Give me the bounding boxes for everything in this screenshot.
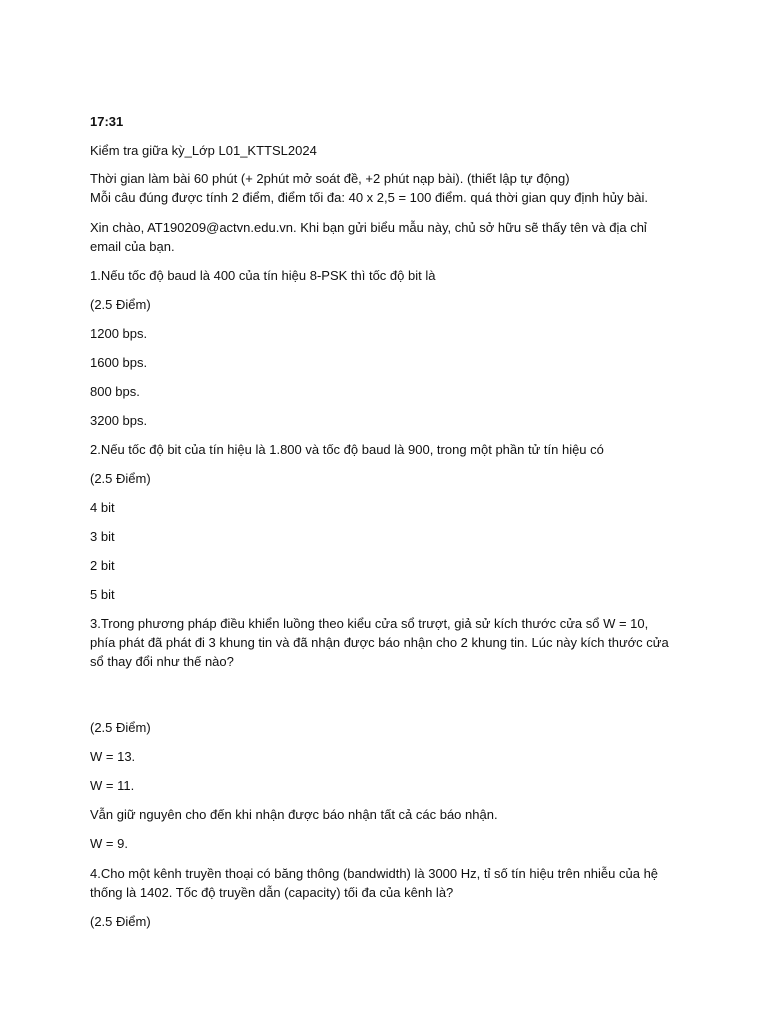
question-1-option-a[interactable]: 1200 bps. [90, 326, 148, 341]
question-4-points: (2.5 Điểm) [90, 914, 151, 929]
instructions-line-2: Mỗi câu đúng được tính 2 điểm, điểm tối đa: 40 x 2,5 = 100 điểm. quá thời gian quy định hủy bài. [90, 190, 649, 205]
time-stamp: 17:31 [90, 114, 124, 129]
question-4-text: 4.Cho một kênh truyền thoại có băng thông (bandwidth) là 3000 Hz, tỉ số tín hiệu trên nhiễu của hệ thống là 1402. Tốc độ truyền dẫn (capacity) tối đa của kênh là? [90, 866, 659, 900]
question-2-option-d[interactable]: 5 bit [90, 587, 115, 602]
question-2-option-a[interactable]: 4 bit [90, 500, 115, 515]
question-3-option-d[interactable]: W = 9. [90, 836, 128, 851]
question-3-option-b[interactable]: W = 11. [90, 778, 135, 793]
question-1-option-b[interactable]: 1600 bps. [90, 355, 148, 370]
question-1-option-c[interactable]: 800 bps. [90, 384, 140, 399]
question-3-option-a[interactable]: W = 13. [90, 749, 136, 764]
instructions-block [90, 169, 675, 207]
question-2-option-c[interactable]: 2 bit [90, 558, 115, 573]
question-3-points: (2.5 Điểm) [90, 720, 151, 735]
form-title: Kiểm tra giữa kỳ_Lớp L01_KTTSL2024 [90, 143, 317, 158]
instructions-line-1: Thời gian làm bài 60 phút (+ 2phút mở soát đề, +2 phút nạp bài). (thiết lập tự động) [90, 171, 570, 186]
question-3-text: 3.Trong phương pháp điều khiển luồng theo kiểu cửa sổ trượt, giả sử kích thước cửa sổ W = 10, phía phát đã phát đi 3 khung tin và đã nhận được báo nhận cho 2 khung tin. Lúc này kích thước cửa sổ thay đổi như thế nào? [90, 616, 669, 669]
question-2-points: (2.5 Điểm) [90, 471, 151, 486]
question-1-option-d[interactable]: 3200 bps. [90, 413, 148, 428]
question-1-text: 1.Nếu tốc độ baud là 400 của tín hiệu 8-PSK thì tốc độ bit là [90, 268, 436, 283]
greeting-text: Xin chào, AT190209@actvn.edu.vn. Khi bạn gửi biểu mẫu này, chủ sở hữu sẽ thấy tên và địa chỉ email của bạn. [90, 220, 647, 254]
question-1-points: (2.5 Điểm) [90, 297, 151, 312]
question-3-option-c[interactable]: Vẫn giữ nguyên cho đến khi nhận được báo nhận tất cả các báo nhận. [90, 807, 498, 822]
question-2-text: 2.Nếu tốc độ bit của tín hiệu là 1.800 và tốc độ baud là 900, trong một phần tử tín hiệu có [90, 442, 604, 457]
question-2-option-b[interactable]: 3 bit [90, 529, 115, 544]
